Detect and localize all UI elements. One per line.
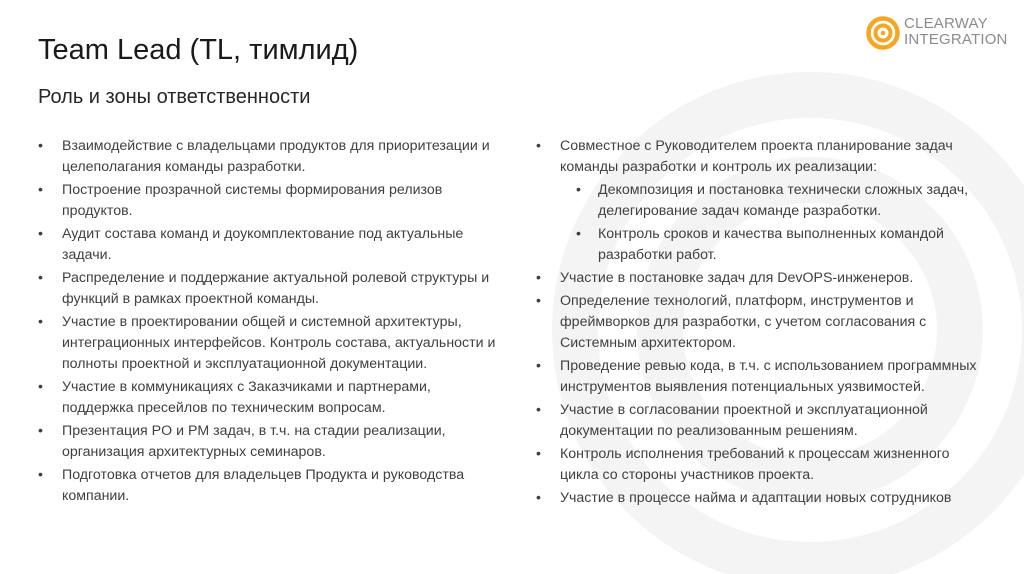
list-item <box>536 444 986 486</box>
list-item <box>38 421 506 463</box>
bullet: • <box>536 402 541 418</box>
list-item <box>536 291 986 354</box>
list-item-text: Определение технологий, платформ, инструментов и фреймворков для разработки, с учетом согласования с Системным архитектором. <box>560 293 927 351</box>
company-logo <box>866 14 1016 54</box>
bullet: • <box>38 138 43 154</box>
bullet: • <box>536 293 541 309</box>
bullet: • <box>38 467 43 483</box>
logo-line-2: INTEGRATION <box>904 31 1008 48</box>
list-item <box>536 356 986 398</box>
list-item <box>536 268 986 289</box>
bullet: • <box>576 182 581 198</box>
concentric-rings-icon <box>866 16 900 50</box>
bullet: • <box>38 182 43 198</box>
list-item <box>38 180 506 222</box>
list-item-text: Подготовка отчетов для владельцев Продукта и руководства компании. <box>62 467 465 504</box>
list-item-text: Участие в согласовании проектной и эксплуатационной документации по реализованным решениям. <box>560 402 928 439</box>
list-item <box>536 400 986 442</box>
bullet: • <box>536 490 541 506</box>
list-item <box>38 312 506 375</box>
list-item <box>536 136 986 178</box>
list-item-text: Взаимодействие с владельцами продуктов для приоритезации и целеполагания команды разработки. <box>62 138 490 175</box>
list-item-text: Контроль исполнения требований к процессам жизненного цикла со стороны участников проекта. <box>560 446 950 483</box>
logo-line-1: CLEARWAY <box>904 15 988 32</box>
list-item-text: Совместное с Руководителем проекта планирование задач команды разработки и контроль их реализации: <box>560 138 953 175</box>
list-item <box>38 465 506 507</box>
bullet: • <box>38 314 43 330</box>
right-bullet-list <box>536 136 986 511</box>
list-item <box>38 224 506 266</box>
bullet: • <box>576 226 581 242</box>
list-item <box>38 377 506 419</box>
list-item-text: Проведение ревью кода, в т.ч. с использованием программных инструментов выявления потенциальных уязвимостей. <box>560 358 977 395</box>
bullet: • <box>38 270 43 286</box>
bullet: • <box>536 358 541 374</box>
slide-subtitle: Роль и зоны ответственности <box>38 86 311 108</box>
slide-title: Team Lead (TL, тимлид) <box>38 34 359 66</box>
bullet: • <box>536 270 541 286</box>
bullet: • <box>38 226 43 242</box>
bullet: • <box>536 138 541 154</box>
list-item <box>38 136 506 178</box>
list-item-text: Контроль сроков и качества выполненных командой разработки работ. <box>598 226 944 263</box>
list-item-text: Участие в процессе найма и адаптации новых сотрудников <box>560 490 952 506</box>
list-item-text: Декомпозиция и постановка технически сложных задач, делегирование задач команде разработки. <box>598 182 969 219</box>
list-item-text: Построение прозрачной системы формирования релизов продуктов. <box>62 182 443 219</box>
list-item-text: Распределение и поддержание актуальной ролевой структуры и функций в рамках проектной команды. <box>62 270 490 307</box>
list-item-text: Участие в коммуникациях с Заказчиками и партнерами, поддержка пресейлов по техническим вопросам. <box>62 379 431 416</box>
list-item <box>536 488 986 509</box>
sub-list-item <box>536 180 986 222</box>
list-item-text: Участие в постановке задач для DevOPS-инженеров. <box>560 270 914 286</box>
left-bullet-list <box>38 136 506 509</box>
list-item-text: Аудит состава команд и доукомплектование под актуальные задачи. <box>62 226 464 263</box>
bullet: • <box>38 423 43 439</box>
bullet: • <box>38 379 43 395</box>
list-item <box>38 268 506 310</box>
list-item-text: Презентация PO и PM задач, в т.ч. на стадии реализации, организация архитектурных семинаров. <box>62 423 446 460</box>
list-item-text: Участие в проектировании общей и системной архитектуры, интеграционных интерфейсов. Контроль состава, актуальности и полноты проектной и эксплуатационной документации. <box>62 314 496 372</box>
sub-list-item <box>536 224 986 266</box>
bullet: • <box>536 446 541 462</box>
